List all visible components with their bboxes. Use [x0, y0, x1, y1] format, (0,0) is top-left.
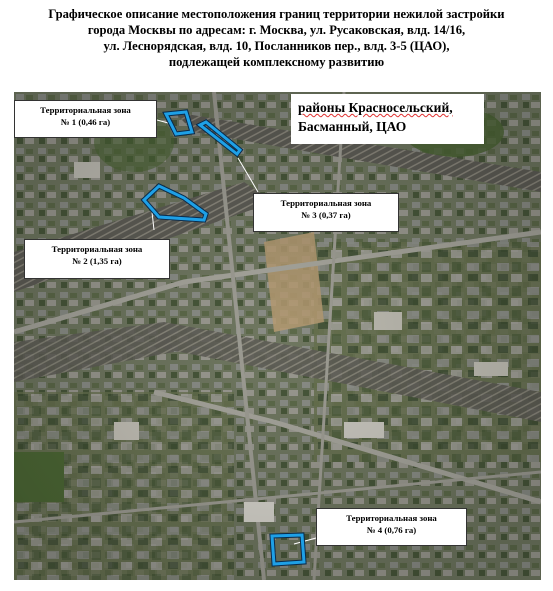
districts-line-1: районы Красносельский,: [298, 100, 453, 115]
districts-label: [291, 94, 484, 144]
zone-3-label: [253, 193, 399, 232]
zone-4-detail: № 4 (0,76 га): [366, 525, 417, 535]
zone-1-detail: № 1 (0,46 га): [60, 117, 111, 127]
zone-3-detail: № 3 (0,37 га): [301, 210, 351, 220]
map-title: [6, 6, 547, 70]
title-line-1: Графическое описание местоположения границ территории нежилой застройки: [48, 7, 505, 21]
title-line-2: города Москвы по адресам: г. Москва, ул. Русаковская, влд. 14/16,: [87, 23, 466, 37]
zone-2-detail: № 2 (1,35 га): [72, 256, 122, 266]
zone-1-name: Территориальная зона: [40, 105, 131, 115]
zone-4-name: Территориальная зона: [346, 513, 437, 523]
title-line-4: подлежащей комплексному развитию: [168, 55, 385, 69]
zone-2-name: Территориальная зона: [51, 244, 143, 254]
districts-line-2: Басманный, ЦАО: [298, 119, 407, 134]
zone-4-label: [316, 508, 467, 546]
zone-1-label: [14, 100, 157, 138]
zone-2-label: [24, 239, 170, 279]
satellite-imagery: [14, 92, 541, 580]
zone-3-name: Территориальная зона: [280, 198, 372, 208]
title-line-3: ул. Леснорядская, влд. 10, Посланников пер., влд. 3-5 (ЦАО),: [103, 39, 450, 53]
satellite-map[interactable]: [14, 92, 541, 580]
